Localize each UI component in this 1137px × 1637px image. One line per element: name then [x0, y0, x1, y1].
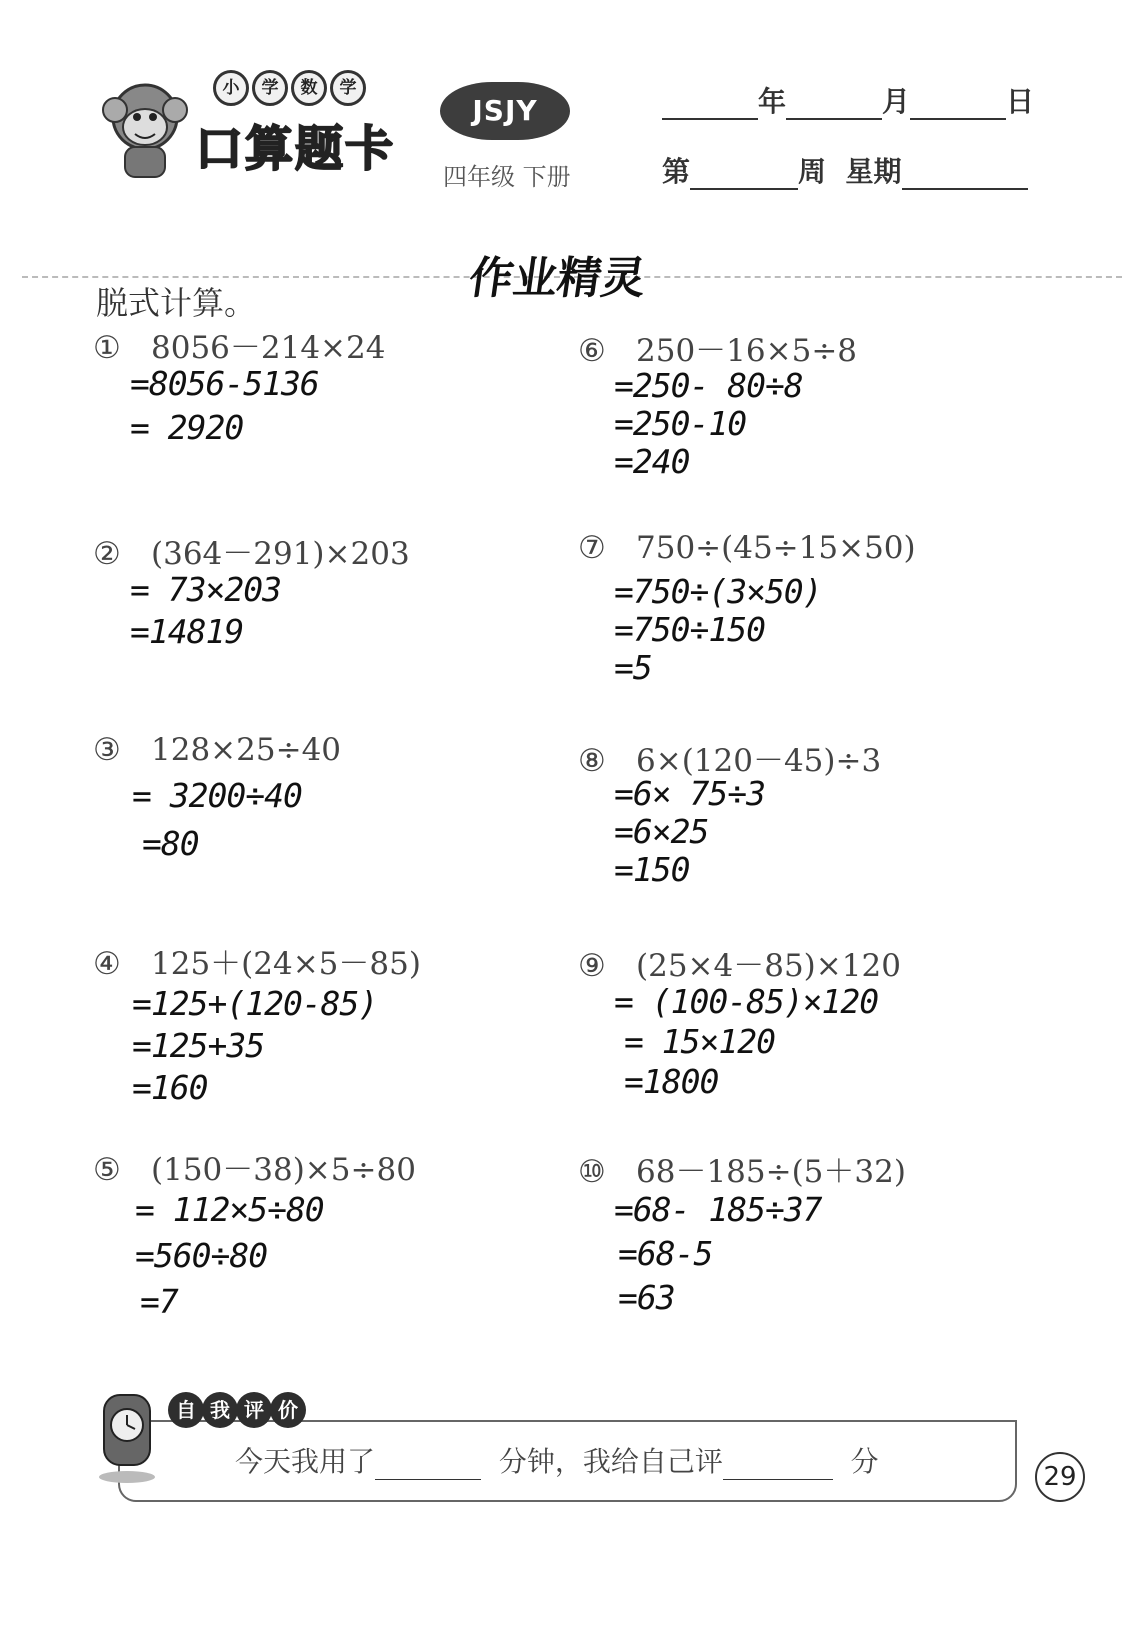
series-badge: JSJY [440, 82, 570, 140]
answer-step: =63 [618, 1278, 675, 1317]
brand-badges [213, 70, 366, 106]
page-number: 29 [1035, 1452, 1085, 1502]
answer-step: =750÷(3×50) [614, 572, 822, 611]
answer-step: =750÷150 [614, 610, 765, 649]
problem-4 [93, 938, 421, 983]
book-title: 口算题卡 [195, 121, 396, 177]
week-blank[interactable] [690, 160, 798, 190]
clock-mascot-icon [92, 1385, 162, 1485]
answer-step: =5 [614, 648, 652, 687]
answer-step: =560÷80 [135, 1236, 268, 1275]
instruction: 脱式计算。 [96, 284, 257, 322]
answer-step: =6×25 [614, 812, 709, 851]
problem-10 [578, 1146, 906, 1191]
problem-number: ③ [93, 732, 121, 768]
problem-expression: (364－291)×203 [151, 536, 410, 572]
problem-expression: (150－38)×5÷80 [151, 1152, 416, 1188]
problem-number: ⑨ [578, 948, 606, 984]
logo [95, 62, 415, 192]
problem-number: ⑩ [578, 1154, 606, 1190]
minutes-blank[interactable] [375, 1453, 481, 1480]
year-label: 年 [758, 85, 787, 118]
problem-expression: 250－16×5÷8 [636, 333, 858, 369]
month-label: 月 [882, 85, 911, 118]
self-evaluation-text [235, 1440, 879, 1480]
problem-number: ④ [93, 946, 121, 982]
problem-expression: 125＋(24×5－85) [151, 946, 421, 982]
answer-step: =8056-5136 [130, 364, 319, 403]
weekday-blank[interactable] [902, 160, 1028, 190]
problem-9 [578, 940, 901, 985]
brand-char: 小 [213, 70, 249, 106]
problem-1 [93, 322, 385, 367]
brand-char: 数 [291, 70, 327, 106]
answer-step: =125+35 [132, 1026, 265, 1065]
problem-number: ⑧ [578, 743, 606, 779]
problem-2 [93, 528, 410, 573]
self-eval-char: 价 [270, 1392, 306, 1428]
month-blank[interactable] [786, 90, 882, 120]
problem-6 [578, 325, 857, 370]
answer-step: =6× 75÷3 [614, 774, 765, 813]
footer-text-b: 分钟，我给自己评 [498, 1445, 723, 1478]
week-prefix: 第 [662, 155, 691, 188]
answer-step: =160 [132, 1068, 208, 1107]
self-eval-char: 我 [202, 1392, 238, 1428]
answer-step: = 112×5÷80 [135, 1190, 324, 1229]
problem-number: ① [93, 330, 121, 366]
answer-step: =240 [614, 442, 690, 481]
problem-expression: (25×4－85)×120 [636, 948, 901, 984]
answer-step: = 3200÷40 [132, 776, 302, 815]
problem-expression: 6×(120－45)÷3 [636, 743, 882, 779]
footer-text-c: 分 [850, 1445, 879, 1478]
self-eval-char: 评 [236, 1392, 272, 1428]
date-row [662, 80, 1034, 120]
answer-step: = 15×120 [624, 1022, 775, 1061]
problem-expression: 68－185÷(5＋32) [636, 1154, 906, 1190]
monkey-mascot-icon [95, 72, 195, 182]
answer-step: =68- 185÷37 [614, 1190, 822, 1229]
answer-step: =1800 [624, 1062, 719, 1101]
problem-7 [578, 530, 916, 566]
answer-step: =7 [140, 1282, 178, 1321]
problem-expression: 8056－214×24 [151, 330, 386, 366]
brand-char: 学 [252, 70, 288, 106]
weekday-label: 星期 [845, 155, 902, 188]
self-eval-char: 自 [168, 1392, 204, 1428]
footer-text-a: 今天我用了 [235, 1445, 376, 1478]
problem-expression: 128×25÷40 [151, 732, 342, 768]
answer-step: = (100-85)×120 [614, 982, 879, 1021]
score-blank[interactable] [723, 1453, 833, 1480]
problem-expression: 750÷(45÷15×50) [636, 530, 916, 566]
answer-step: =250- 80÷8 [614, 366, 803, 405]
self-evaluation-label [168, 1392, 304, 1428]
problem-5 [93, 1144, 416, 1189]
brand-char: 学 [330, 70, 366, 106]
answer-step: =150 [614, 850, 690, 889]
day-blank[interactable] [910, 90, 1006, 120]
answer-step: =80 [142, 824, 199, 863]
problem-number: ⑤ [93, 1152, 121, 1188]
week-row [662, 150, 1028, 190]
answer-step: = 73×203 [130, 570, 281, 609]
problem-number: ⑦ [578, 530, 606, 566]
answer-step: =14819 [130, 612, 244, 651]
answer-step: = 2920 [130, 408, 244, 447]
problem-3 [93, 732, 341, 768]
problem-number: ② [93, 536, 121, 572]
week-label: 周 [798, 155, 827, 188]
problem-number: ⑥ [578, 333, 606, 369]
grade-label: 四年级 下册 [443, 163, 571, 191]
day-label: 日 [1006, 85, 1035, 118]
answer-step: =68-5 [618, 1234, 713, 1273]
year-blank[interactable] [662, 90, 758, 120]
answer-step: =125+(120-85) [132, 984, 378, 1023]
handwritten-title: 作业精灵 [465, 253, 649, 304]
answer-step: =250-10 [614, 404, 747, 443]
